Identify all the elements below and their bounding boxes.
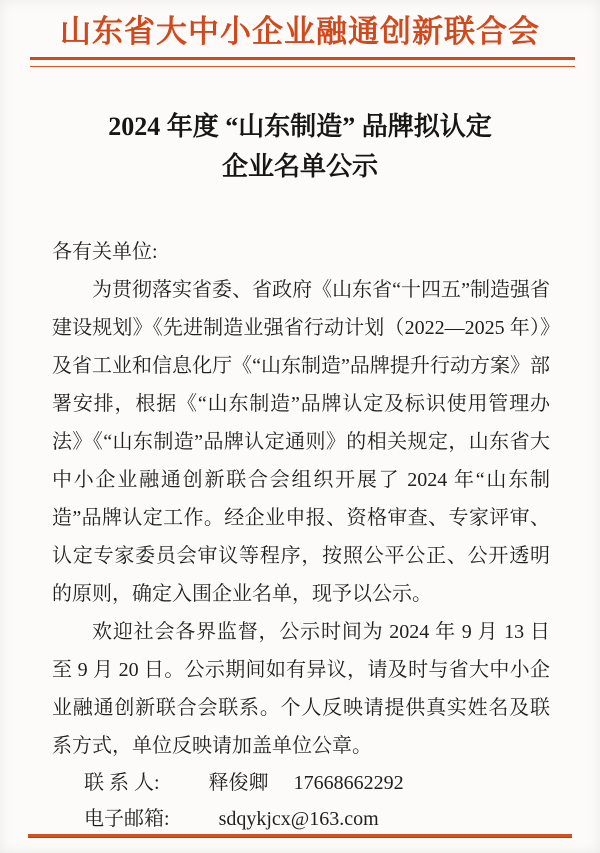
contact-person-name: 释俊卿: [208, 772, 269, 794]
doc-title-line1: 2024 年度 “山东制造” 品牌拟认定: [108, 112, 492, 141]
doc-title-line2: 企业名单公示: [221, 152, 378, 181]
doc-title: [40, 107, 560, 187]
body-paragraph-2: 欢迎社会各界监督，公示时间为 2024 年 9 月 13 日至 9 月 20 日。公示期间如有异议，请及时与省大中小企业融通创新联合会联系。个人反映请提供真实姓名及联系方式，单位反映请加盖单位公章。: [52, 621, 550, 757]
org-name: 山东省大中小企业融通创新联合会: [60, 14, 540, 49]
footer-rule: [28, 834, 572, 838]
salutation: 各有关单位:: [52, 241, 158, 263]
letterhead: [0, 0, 600, 67]
contact-email-line: [52, 801, 550, 837]
contact-phone: 17668662292: [293, 772, 404, 794]
body-paragraph-1: 为贯彻落实省委、省政府《山东省“十四五”制造强省建设规划》《先进制造业强省行动计划（2022—2025 年）》及省工业和信息化厅《“山东制造”品牌提升行动方案》部署安排，根据《“山东制造”品牌认定及标识使用管理办法》《“山东制造”品牌认定通则》的相关规定，山东省大中小企业融通创新联合会组织开展了 2024 年“山东制造”品牌认定工作。经企业申报、资格审查、专家评审、认定专家委员会审议等程序，按照公平公正、公开透明的原则，确定入围企业名单，现予以公示。: [52, 279, 550, 605]
contact-person-label: 联 系 人:: [84, 772, 160, 794]
contact-person-line: [52, 765, 550, 801]
contact-email-label: 电子邮箱:: [84, 808, 170, 830]
letterhead-rule: [30, 57, 575, 67]
doc-body: [52, 233, 550, 837]
contact-email-value: sdqykjcx@163.com: [218, 808, 379, 830]
